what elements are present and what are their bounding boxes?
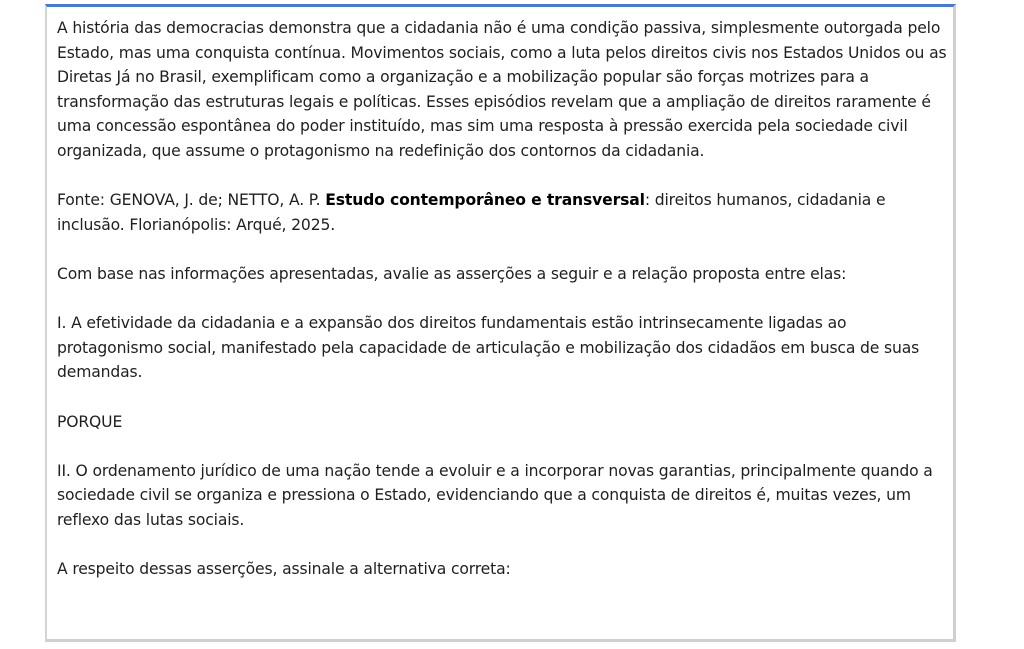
- question-content: [57, 16, 947, 582]
- assertion-connector: PORQUE: [57, 412, 123, 431]
- source-citation: [57, 188, 947, 237]
- assertion-two: II. O ordenamento jurídico de uma nação tende a evoluir e a incorporar novas garantias, principalmente quando a sociedade civil se organiza e pressiona o Estado, evidenciando que a conquista de direitos é, muitas vezes, um reflexo das lutas sociais.: [57, 461, 933, 529]
- question-prompt: A respeito dessas asserções, assinale a alternativa correta:: [57, 560, 511, 579]
- source-details: : direitos humanos, cidadania e inclusão. Florianópolis: Arqué, 2025.: [57, 191, 886, 234]
- intro-paragraph: A história das democracias demonstra que a cidadania não é uma condição passiva, simplesmente outorgada pelo Estado, mas uma conquista contínua. Movimentos sociais, como a luta pelos direitos civis nos Estados Unidos ou as Diretas Já no Brasil, exemplificam como a organização e a mobilização popular são forças motrizes para a transformação das estruturas legais e políticas. Esses episódios revelam que a ampliação de direitos raramente é uma concessão espontânea do poder instituído, mas sim uma resposta à pressão exercida pela sociedade civil organizada, que assume o protagonismo na redefinição dos contornos da cidadania.: [57, 19, 947, 160]
- assertion-one: I. A efetividade da cidadania e a expansão dos direitos fundamentais estão intrinsecamente ligadas ao protagonismo social, manifestado pela capacidade de articulação e mobilização dos cidadãos em busca de suas demandas.: [57, 314, 920, 382]
- source-title: Estudo contemporâneo e transversal: [325, 191, 645, 210]
- source-authors: Fonte: GENOVA, J. de; NETTO, A. P.: [57, 191, 326, 210]
- question-card: [45, 4, 956, 642]
- instruction-text: Com base nas informações apresentadas, avalie as asserções a seguir e a relação proposta entre elas:: [57, 264, 847, 283]
